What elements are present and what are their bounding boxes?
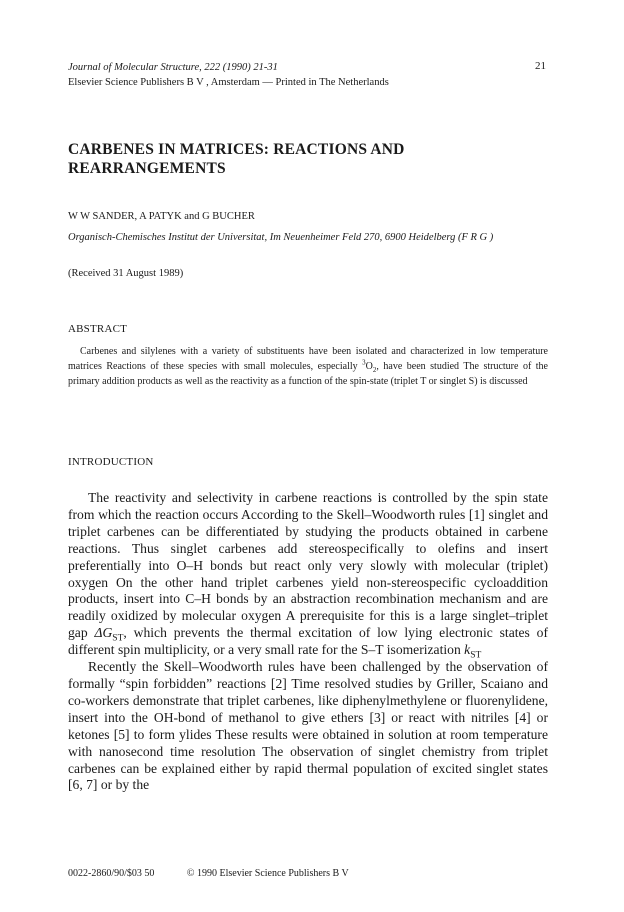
page-number: 21 bbox=[535, 60, 546, 72]
paragraph-1 bbox=[68, 490, 548, 659]
authors: W W SANDER, A PATYK and G BUCHER bbox=[68, 211, 255, 222]
journal-citation: Journal of Molecular Structure, 222 (1990) 21-31 bbox=[68, 62, 278, 73]
received-date: (Received 31 August 1989) bbox=[68, 268, 184, 279]
footer bbox=[68, 868, 379, 879]
introduction-heading: INTRODUCTION bbox=[68, 456, 154, 468]
article-code: 0022-2860/90/$03 50 bbox=[68, 868, 155, 879]
affiliation: Organisch-Chemisches Institut der Universitat, Im Neuenheimer Feld 270, 6900 Heidelberg (F R G ) bbox=[68, 232, 494, 243]
paper-title: CARBENES IN MATRICES: REACTIONS AND REARRANGEMENTS bbox=[68, 141, 405, 177]
o2-subscript: 2 bbox=[372, 365, 377, 374]
introduction-body bbox=[68, 490, 548, 794]
abstract-part-1: Carbenes and silylenes with a variety of substituents have been isolated and characterized in low temperature matrices Reactions of these species with small molecules, especially bbox=[68, 346, 548, 372]
o2-superscript: 3 bbox=[362, 358, 366, 367]
publisher-line: Elsevier Science Publishers B V , Amsterdam — Printed in The Netherlands bbox=[68, 77, 389, 88]
abstract-text bbox=[68, 345, 548, 389]
paragraph-1-part-b: , which prevents the thermal excitation of low lying electronic states of different spin multiplicity, or a very small rate for the S–T isomerization bbox=[68, 625, 549, 658]
paragraph-1-part-a: The reactivity and selectivity in carbene reactions is controlled by the spin state from which the reaction occurs According to the Skell–Woodworth rules [1] singlet and triplet carbenes can be differentiated by studying the products obtained in carbene reactions. Thus singlet carbenes add stereospecifically to olefins and insert preferentially into O–H bonds but react only very slowly with molecular (triplet) oxygen On the other hand triplet carbenes yield non-stereospecific cycloaddition products, insert into C–H bonds by an abstraction recombination mechanism and are readily oxidized by molecular oxygen A prerequisite for this is a large singlet–triplet gap bbox=[68, 490, 548, 641]
k-subscript: ST bbox=[470, 650, 482, 661]
abstract-part-2: , have been studied The structure of the primary addition products as well as the reactivity as a function of the spin-state (triplet T or singlet S) is discussed bbox=[68, 360, 548, 387]
delta-g-symbol: ΔG bbox=[94, 625, 113, 641]
k-symbol: k bbox=[464, 642, 471, 658]
o2-symbol: O bbox=[365, 360, 373, 372]
abstract-heading: ABSTRACT bbox=[68, 323, 128, 335]
copyright-notice: © 1990 Elsevier Science Publishers B V bbox=[186, 868, 349, 879]
delta-g-subscript: ST bbox=[112, 633, 124, 644]
paragraph-2: Recently the Skell–Woodworth rules have been challenged by the observation of formally “spin forbidden” reactions [2] Time resolved studies by Griller, Scaiano and co-workers demonstrate that triplet carbenes, like diphenylmethylene or fluorenylidene, insert into the OH-bond of methanol to give ethers [3] or react with nitriles [4] or ketones [5] to form ylides These results were obtained in solution at room temperature with nanosecond time resolution The observation of singlet chemistry from triplet carbenes can be explained either by rapid thermal population of excited singlet states [6, 7] or by the bbox=[68, 659, 548, 793]
